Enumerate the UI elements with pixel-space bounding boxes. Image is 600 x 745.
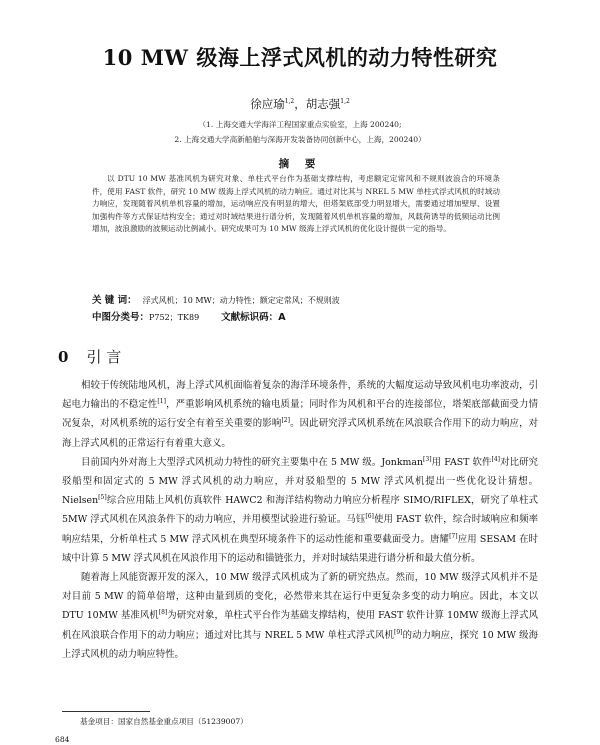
text-run: 相较于传统陆地风机，海上浮式风机面临着复杂的海洋环境条件，系统的大幅度运动导致风机电功率波动，引起电力输出的不稳定性 [62,380,538,411]
paragraph [62,376,538,453]
clc-value: P752；TK89 [149,313,200,322]
author-affiliation-mark: 1,2 [284,98,295,106]
text-run: 对比研究驳船型和固定式的 5 MW 浮式风机的动力响应，并对驳船型的 5 MW 浮式风机提出一些优化设计猜想。Nielsen [62,456,538,507]
citation: [7] [449,532,458,540]
text-run: ，严重影响风机系统的输电质量；同时作为风机和平台的连接部位，塔架底部截面受力情况复杂，对风机系统的运行安全有着至关重要的影响 [62,399,538,430]
citation: [9] [394,628,403,636]
author-separator: ， [294,97,306,111]
text-run: 目前国内外对海上大型浮式风机动力特性的研究主要集中在 5 MW 级。Jonkman [81,456,424,468]
section-title: 引 言 [86,348,122,366]
citation: [3] [423,455,432,463]
paper-title: 10 MW 级海上浮式风机的动力特性研究 [102,45,498,70]
citation: [6] [365,513,374,521]
doc-code-value: A [278,312,286,323]
paragraph [62,453,538,568]
paragraph [62,568,538,664]
text-run: 使用 FAST 软件，综合时域响应和频率响应结果，分析单柱式 5 MW 浮式风机在典型环境条件下的运动性能和重要截面受力。唐耀 [62,514,538,545]
affiliation-2: 2. 上海交通大学高新船舶与深海开发装备协同创新中心，上海，200240） [174,135,426,144]
section-number: 0 [58,348,69,366]
text-run: 。因此研究浮式风机系统在风浪联合作用下的动力响应，对海上浮式风机的正常运行有着重大意义。 [62,418,538,449]
clc-label: 中图分类号： [92,312,150,323]
section-heading [58,346,121,367]
author-affiliation-mark: 1,2 [340,98,350,106]
citation: [8] [158,609,168,617]
text-run: 应用 SESAM 在时域中计算 5 MW 浮式风机在风浪作用下的运动和锚链张力，并对时域结果进行谱分析和最大值分析。 [62,533,538,564]
citation: [5] [98,494,107,502]
funding-footnote: 基金项目：国家自然基金重点项目（51239007） [80,717,248,726]
text-run: 用 FAST 软件 [431,456,492,468]
text-run: 为研究对象，单柱式平台作为基础支撑结构，使用 FAST 软件计算 10MW 级海上浮式风机在风浪联合作用下的动力响应；通过对比其与 NREL 5 MW 单柱式浮式风机 [62,610,539,641]
author-line [0,96,600,112]
keywords-line [92,292,512,306]
footnote-rule [62,711,150,712]
abstract-heading: 摘 要 [278,158,322,170]
text-run: 综合应用陆上风机仿真软件 HAWC2 和海洋结构物动力响应分析程序 SIMO/RIFLEX，研究了单柱式 5MW 浮式风机在风浪条件下的动力响应，并用模型试验进行验证。马钰 [62,495,538,526]
citation: [4] [491,455,500,463]
keywords-text: 浮式风机；10 MW；动力特性；额定定常风；不规则波 [142,296,340,305]
abstract-block [92,173,500,236]
text-run: 随着海上风能资源开发的深入，10 MW 级浮式风机成为了新的研究热点。然而，10 MW 级浮式风机并不是对目前 5 MW 的简单倍增，这种由量到质的变化，必然带来其在运行中更复杂多变的动力响应。因此，本文以 DTU 10MW 基准风机 [62,572,538,622]
keywords-label: 关 键 词： [92,295,137,306]
citation: [1] [157,398,166,406]
body-text [62,376,538,664]
text-run: 的动力响应，探究 10 MW 级海上浮式风机的动力响应特性。 [62,629,538,660]
classification-line [92,309,512,323]
affiliation-1: （1. 上海交通大学海洋工程国家重点实验室，上海 200240; [198,120,402,129]
page-number: 684 [55,735,70,744]
abstract-text: 以 DTU 10 MW 基准风机为研究对象、单柱式平台作为基础支撑结构，考虑额定定常风和不规则波浪合的环境条件，使用 FAST 软件，研究 10 MW 级海上浮式风机的动力响应。通过对比其与 NREL 5 MW 单柱式浮式风机的时域动力响应，发现随着风机单机容量的增加，运动响应没有明显的增大，但塔架底部受力明显增大，需要通过增加壁厚、设置加强构件等方式保证结构安全；通过对时域结果进行谱分析，发现随着风机单机容量的增加，风载荷诱导的低频运动比例增加，波浪激励的波频运动比例减小。研究成果可为 10 MW 级海上浮式风机的优化设计提供一定的指导。 [92,174,500,234]
citation: [2] [281,417,290,425]
author-name: 徐应瑜 [250,97,285,111]
doc-code-label: 文献标识码： [221,312,279,323]
author-name: 胡志强 [305,97,341,111]
